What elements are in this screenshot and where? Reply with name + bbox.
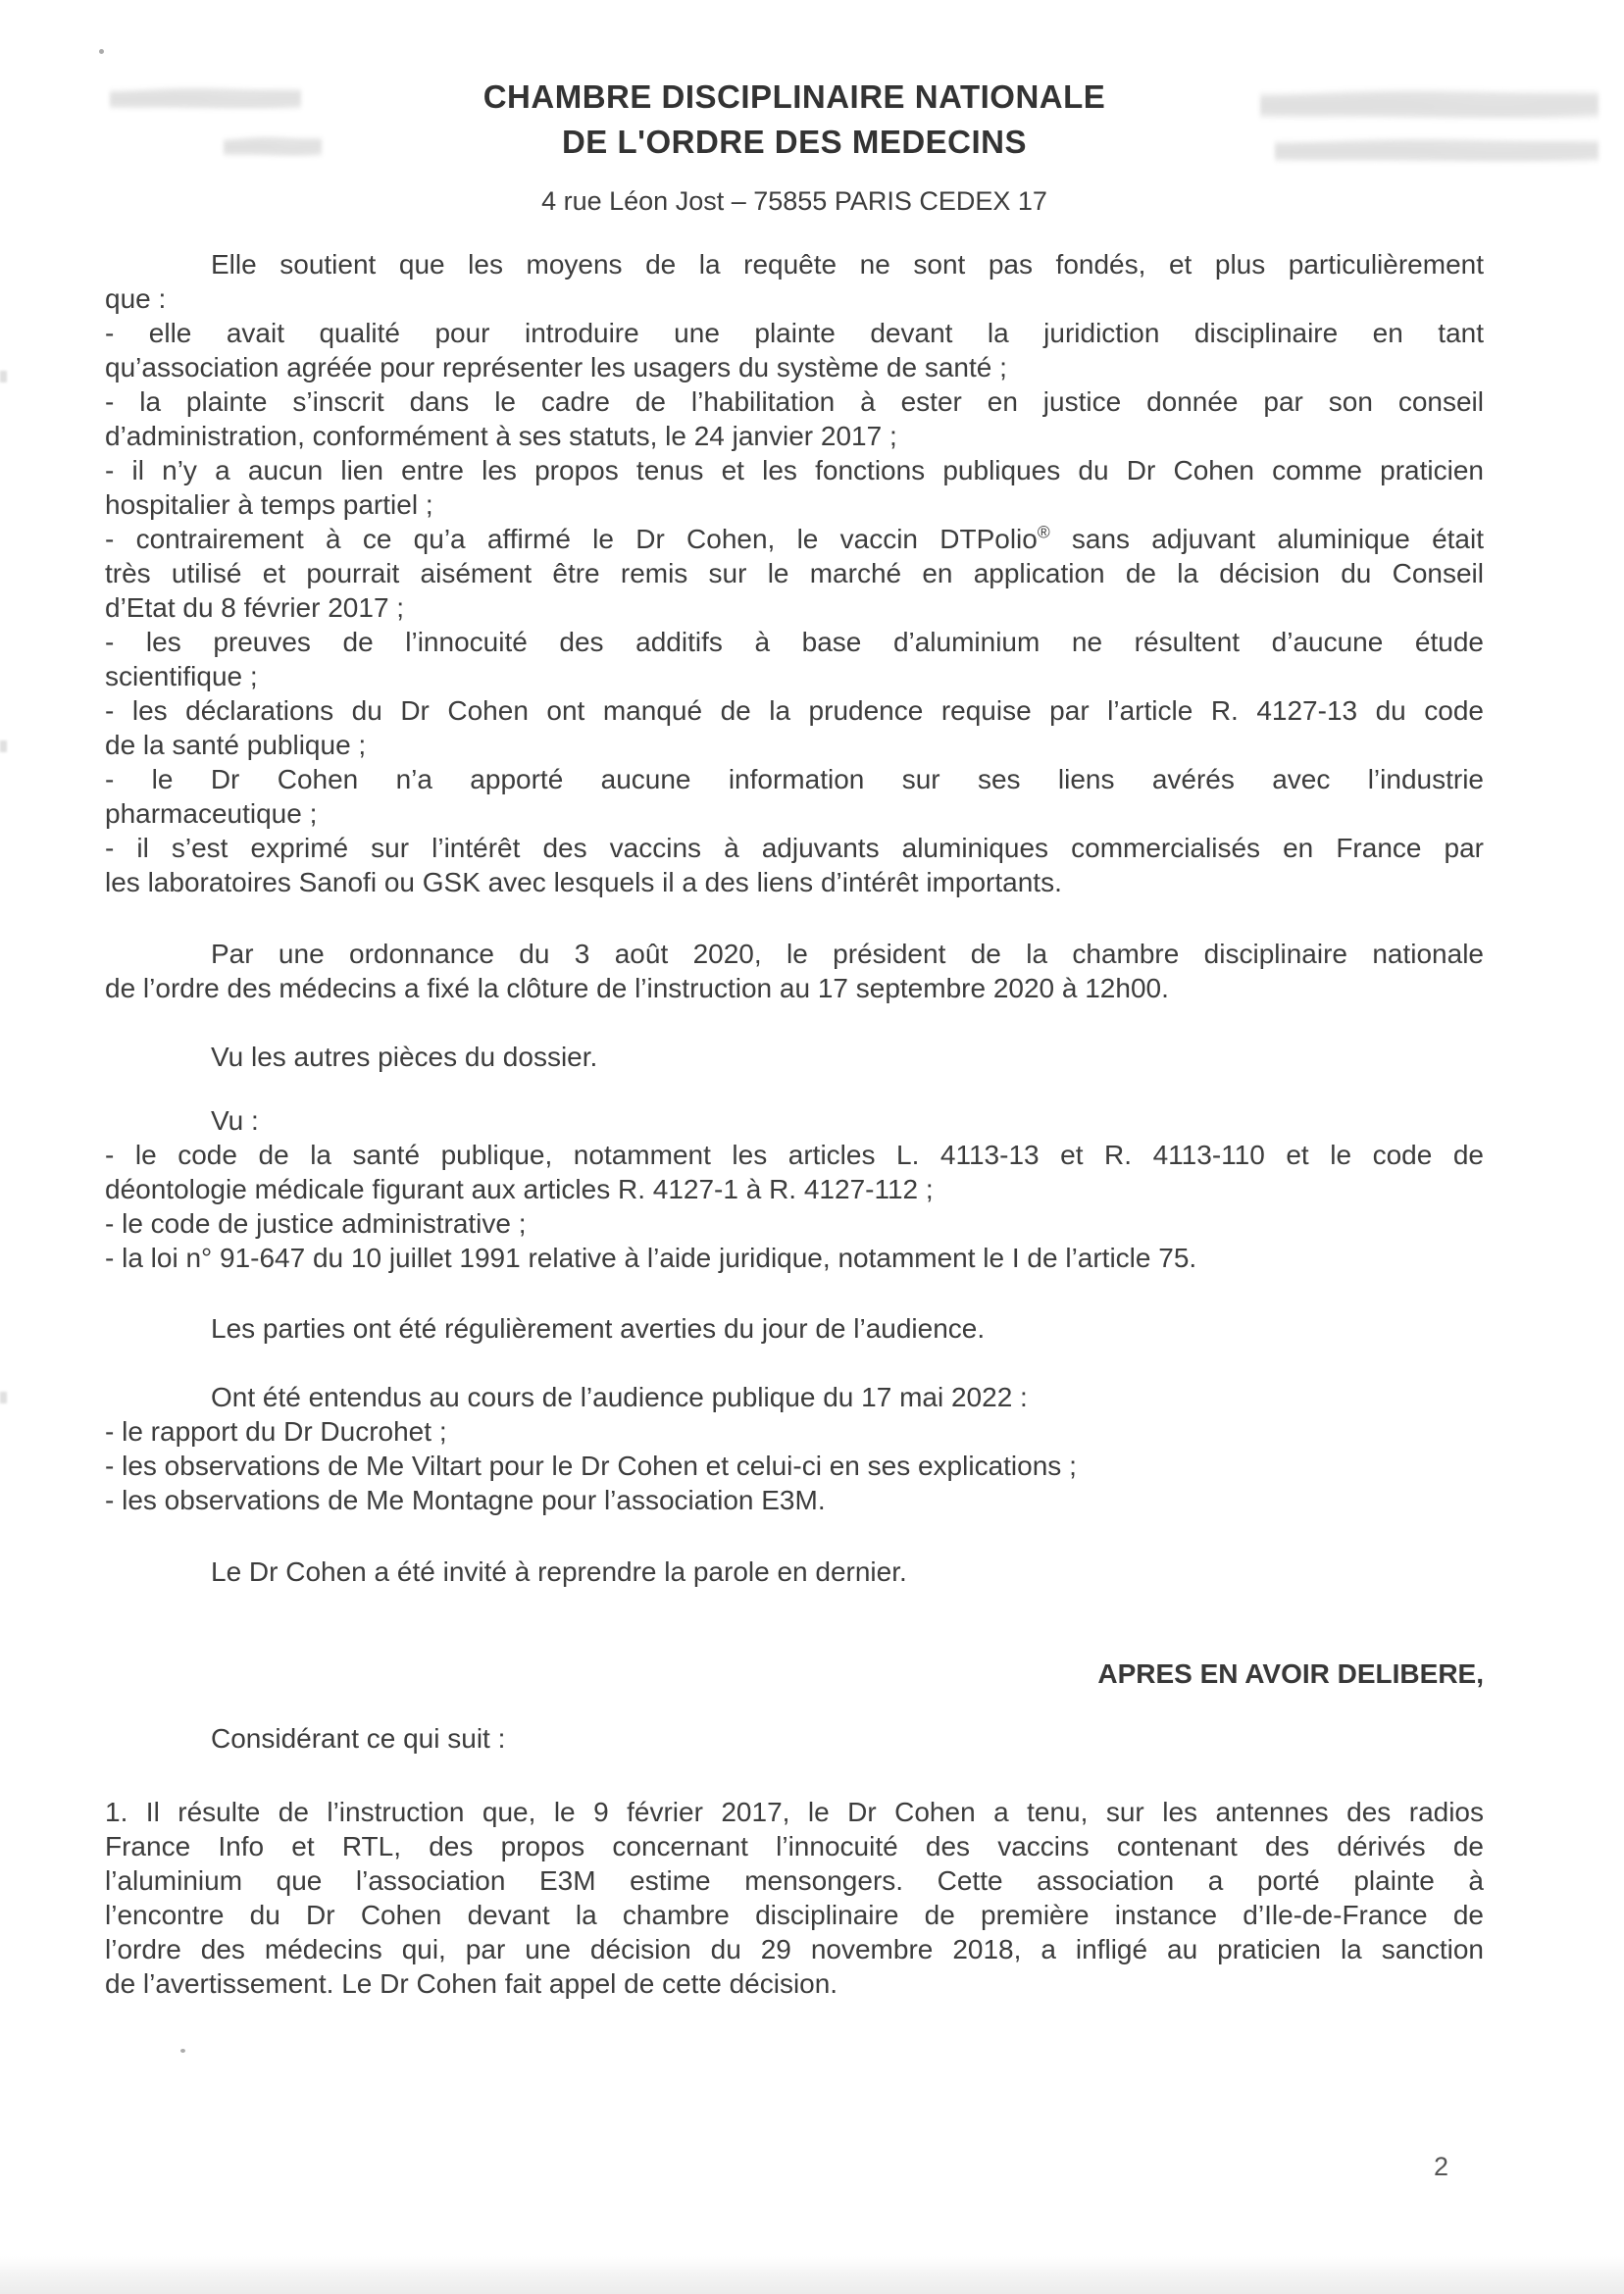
text-line: Par une ordonnance du 3 août 2020, le président de la chambre disciplinaire nationale — [211, 939, 1484, 969]
text-line: Le Dr Cohen a été invité à reprendre la parole en dernier. — [211, 1556, 907, 1587]
scan-edge-band — [0, 2256, 1624, 2294]
text-line: - elle avait qualité pour introduire une plainte devant la juridiction disciplinaire en tant — [105, 318, 1484, 348]
text-line: - le rapport du Dr Ducrohet ; — [105, 1416, 447, 1447]
text-line: très utilisé et pourrait aisément être remis sur le marché en application de la décision du Conseil — [105, 558, 1484, 588]
text-line: scientifique ; — [105, 661, 258, 691]
text-line: - la loi n° 91-647 du 10 juillet 1991 relative à l’aide juridique, notamment le I de l’article 75. — [105, 1243, 1197, 1273]
page-number: 2 — [1434, 2152, 1449, 2181]
text-line: - la plainte s’inscrit dans le cadre de l’habilitation à ester en justice donnée par son conseil — [105, 386, 1484, 417]
text-line: - le code de la santé publique, notamment les articles L. 4113-13 et R. 4113-110 et le code de — [105, 1140, 1484, 1170]
text-line: d’Etat du 8 février 2017 ; — [105, 592, 405, 623]
text-line: - le code de justice administrative ; — [105, 1208, 527, 1239]
scan-speck — [0, 740, 7, 752]
considering-heading: Considérant ce qui suit : — [211, 1723, 506, 1754]
deliberation-heading: APRES EN AVOIR DELIBERE, — [1097, 1658, 1484, 1689]
text-line: de l’avertissement. Le Dr Cohen fait appel de cette décision. — [105, 1968, 838, 1999]
text-line: de l’ordre des médecins a fixé la clôture de l’instruction au 17 septembre 2020 à 12h00. — [105, 973, 1169, 1003]
scan-speck — [99, 49, 104, 54]
org-title-line1: CHAMBRE DISCIPLINAIRE NATIONALE — [482, 78, 1106, 115]
text-line: - les déclarations du Dr Cohen ont manqué de la prudence requise par l’article R. 4127-13 du code — [105, 695, 1484, 726]
text-line: Les parties ont été régulièrement averties du jour de l’audience. — [211, 1313, 986, 1344]
text-line: Elle soutient que les moyens de la requête ne sont pas fondés, et plus particulièrement — [211, 249, 1484, 280]
text-line: - les observations de Me Viltart pour le Dr Cohen et celui-ci en ses explications ; — [105, 1451, 1077, 1481]
text-line: l’aluminium que l’association E3M estime mensongers. Cette association a porté plainte à — [105, 1865, 1484, 1896]
text-line: Vu les autres pièces du dossier. — [211, 1042, 598, 1072]
text-line: - il s’est exprimé sur l’intérêt des vaccins à adjuvants aluminiques commercialisés en France par — [105, 833, 1484, 863]
text-line: les laboratoires Sanofi ou GSK avec lesquels il a des liens d’intérêt importants. — [105, 867, 1062, 897]
text-line: de la santé publique ; — [105, 730, 367, 760]
text-line: - les observations de Me Montagne pour l’association E3M. — [105, 1485, 826, 1515]
text-line: - il n’y a aucun lien entre les propos tenus et les fonctions publiques du Dr Cohen comme praticien — [105, 455, 1484, 485]
scan-speck — [180, 2049, 185, 2053]
text-line: que : — [105, 283, 167, 314]
org-title-line2: DE L'ORDRE DES MEDECINS — [561, 124, 1028, 160]
text-line: déontologie médicale figurant aux articles R. 4127-1 à R. 4127-112 ; — [105, 1174, 934, 1204]
text-line: l’encontre du Dr Cohen devant la chambre disciplinaire de première instance d’Ile-de-France de — [105, 1900, 1484, 1930]
text-line-vu: Vu : — [211, 1105, 259, 1136]
text-line: Ont été entendus au cours de l’audience publique du 17 mai 2022 : — [211, 1382, 1028, 1412]
text-line: France Info et RTL, des propos concernant l’innocuité des vaccins contenant des dérivés de — [105, 1831, 1484, 1861]
text-line: - les preuves de l’innocuité des additifs à base d’aluminium ne résultent d’aucune étude — [105, 627, 1484, 657]
text-line: hospitalier à temps partiel ; — [105, 489, 433, 520]
scan-speck — [0, 371, 7, 382]
text-line: pharmaceutique ; — [105, 798, 318, 829]
text-line-dtpolio: - contrairement à ce qu’a affirmé le Dr Cohen, le vaccin DTPolio® sans adjuvant aluminique était — [105, 522, 1484, 554]
scan-speck — [0, 1392, 7, 1403]
text-line: l’ordre des médecins qui, par une décision du 29 novembre 2018, a infligé au praticien la sanction — [105, 1934, 1484, 1964]
document-body — [105, 247, 1484, 2001]
text-line: d’administration, conformément à ses statuts, le 24 janvier 2017 ; — [105, 421, 897, 451]
document-header — [105, 78, 1484, 218]
text-line: - le Dr Cohen n’a apporté aucune information sur ses liens avérés avec l’industrie — [105, 764, 1484, 794]
text-line: 1. Il résulte de l’instruction que, le 9 février 2017, le Dr Cohen a tenu, sur les antennes des radios — [105, 1797, 1484, 1827]
org-address: 4 rue Léon Jost – 75855 PARIS CEDEX 17 — [541, 186, 1047, 216]
text-line: qu’association agréée pour représenter les usagers du système de santé ; — [105, 352, 1007, 382]
